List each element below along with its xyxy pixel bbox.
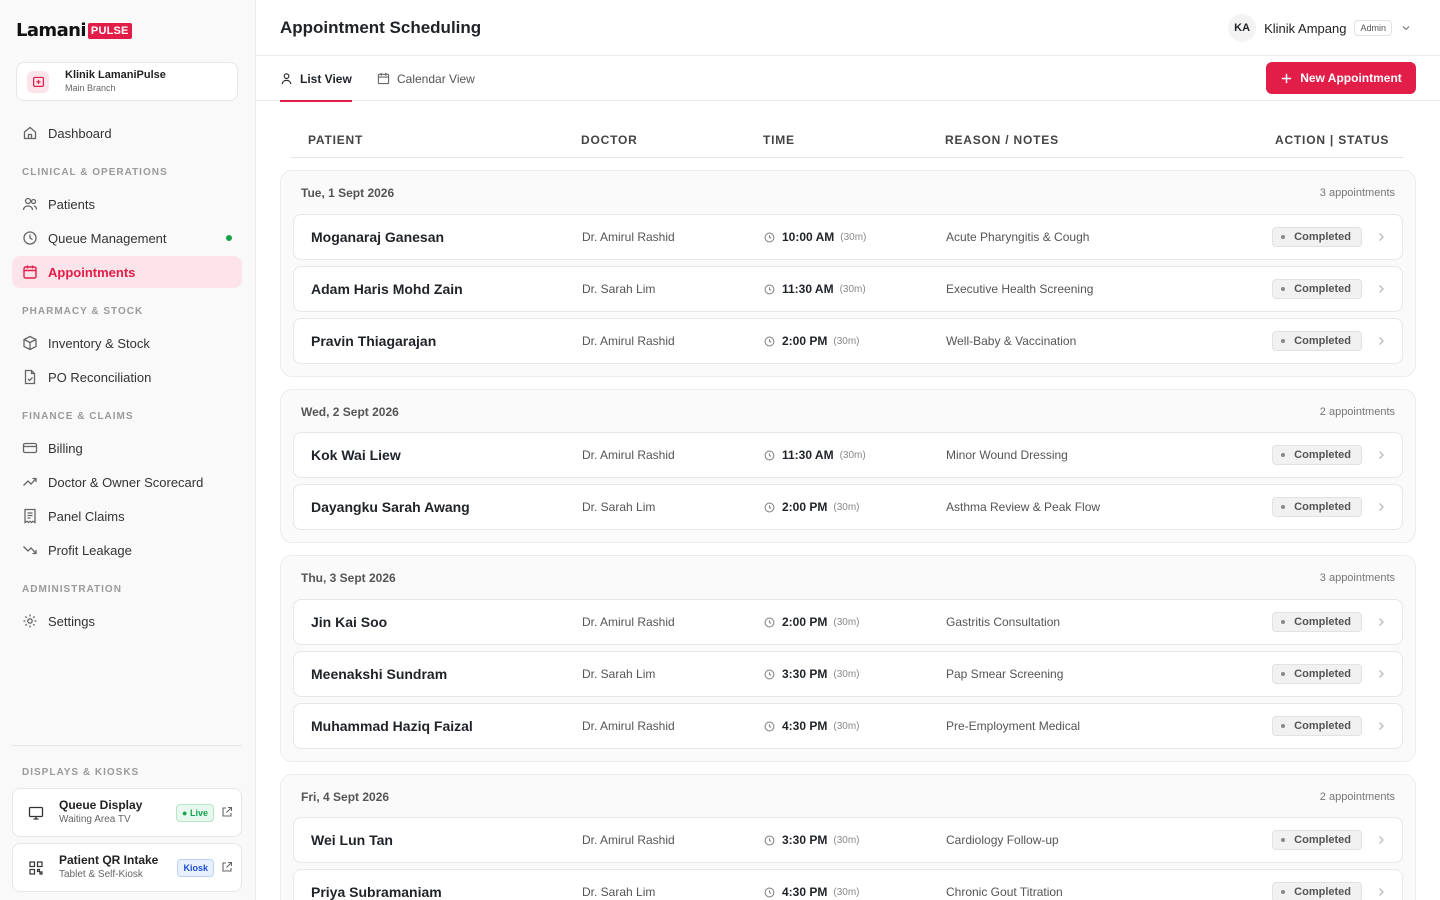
patient-name: Wei Lun Tan (311, 832, 393, 848)
status-badge (1272, 664, 1362, 684)
status-dot (1281, 890, 1285, 894)
tab-list-view[interactable] (280, 56, 352, 101)
sidebar-item-patients[interactable] (12, 188, 242, 220)
new-appointment-label: New Appointment (1300, 71, 1402, 85)
clock-icon (764, 502, 775, 513)
status-label: Completed (1294, 449, 1351, 461)
duration: (30m) (833, 834, 860, 846)
appointment-time (764, 704, 859, 748)
sidebar-item-queue[interactable] (12, 222, 242, 254)
clock-icon (764, 721, 775, 732)
doctor-name: Dr. Sarah Lim (582, 885, 656, 899)
brand-logo[interactable] (16, 20, 132, 41)
brand-name: Lamani (16, 20, 86, 41)
appointment-time (764, 870, 859, 900)
date-group (280, 555, 1416, 762)
clock-icon (764, 336, 775, 347)
sidebar-item-label: Billing (48, 440, 83, 456)
status-label: Completed (1294, 283, 1351, 295)
status-dot (1281, 838, 1285, 842)
header-divider (291, 157, 1404, 158)
table-row[interactable] (293, 599, 1403, 645)
clock-icon (764, 669, 775, 680)
appointment-time (764, 818, 859, 862)
table-row[interactable] (293, 651, 1403, 697)
chevron-right-icon[interactable] (1376, 870, 1386, 900)
reason-notes: Pap Smear Screening (946, 667, 1064, 681)
clinic-switcher[interactable] (16, 62, 238, 101)
reason-notes: Asthma Review & Peak Flow (946, 500, 1101, 514)
duration: (30m) (839, 283, 866, 295)
column-header-patient: PATIENT (308, 133, 364, 147)
reason-notes: Gastritis Consultation (946, 615, 1061, 629)
group-date: Fri, 4 Sept 2026 (301, 790, 390, 804)
status-badge (1272, 830, 1362, 850)
trending-down-icon (22, 542, 38, 558)
status-dot (1281, 339, 1285, 343)
status-badge (1272, 612, 1362, 632)
section-label-clinical: CLINICAL & OPERATIONS (22, 167, 168, 178)
duration: (30m) (833, 616, 860, 628)
time-value: 4:30 PM (782, 719, 828, 733)
section-label-finance: FINANCE & CLAIMS (22, 411, 134, 422)
status-dot (1281, 672, 1285, 676)
doctor-name: Dr. Amirul Rashid (582, 448, 675, 462)
sidebar-item-profit-leakage[interactable] (12, 534, 242, 566)
chevron-right-icon[interactable] (1376, 319, 1386, 363)
status-label: Completed (1294, 720, 1351, 732)
duration: (30m) (839, 449, 866, 461)
group-date: Thu, 3 Sept 2026 (301, 571, 396, 585)
status-label: Completed (1294, 886, 1351, 898)
appointment-time (764, 319, 859, 363)
reason-notes: Acute Pharyngitis & Cough (946, 230, 1090, 244)
qr-code-icon (23, 855, 49, 881)
status-label: Completed (1294, 335, 1351, 347)
duration: (30m) (833, 668, 860, 680)
chevron-right-icon[interactable] (1376, 267, 1386, 311)
duration: (30m) (833, 335, 860, 347)
appointment-time (764, 485, 859, 529)
status-dot (1281, 287, 1285, 291)
appointment-time (764, 215, 866, 259)
sidebar-item-po-reconciliation[interactable] (12, 361, 242, 393)
qr-intake-card[interactable] (12, 843, 242, 892)
time-value: 3:30 PM (782, 833, 828, 847)
status-label: Completed (1294, 616, 1351, 628)
sidebar-item-label: Queue Management (48, 230, 167, 246)
chevron-down-icon (1400, 22, 1412, 34)
home-icon (22, 125, 38, 141)
table-row[interactable] (293, 432, 1403, 478)
status-dot (1281, 724, 1285, 728)
status-badge (1272, 279, 1362, 299)
group-count: 3 appointments (1319, 187, 1395, 199)
status-badge (1272, 716, 1362, 736)
live-badge: ● Live (176, 804, 214, 822)
group-date: Tue, 1 Sept 2026 (301, 186, 395, 200)
status-label: Completed (1294, 834, 1351, 846)
appointment-time (764, 600, 859, 644)
column-header-reason: REASON / NOTES (945, 133, 1059, 147)
status-badge (1272, 882, 1362, 900)
package-icon (22, 335, 38, 351)
user-menu[interactable] (1228, 14, 1412, 42)
status-dot (1281, 453, 1285, 457)
date-group (280, 774, 1416, 900)
column-header-doctor: DOCTOR (581, 133, 638, 147)
status-dot (1281, 235, 1285, 239)
status-badge (1272, 227, 1362, 247)
new-appointment-button[interactable] (1266, 62, 1416, 94)
top-bar (256, 0, 1440, 56)
clock-icon (764, 232, 775, 243)
file-check-icon (22, 369, 38, 385)
clock-icon (764, 835, 775, 846)
clock-icon (22, 230, 38, 246)
reason-notes: Pre-Employment Medical (946, 719, 1081, 733)
gear-icon (22, 613, 38, 629)
sidebar-item-label: Appointments (48, 264, 136, 280)
sidebar-item-label: Panel Claims (48, 508, 125, 524)
queue-display-subtitle: Waiting Area TV (59, 814, 131, 825)
patient-name: Pravin Thiagarajan (311, 333, 437, 349)
sidebar-item-dashboard[interactable] (12, 117, 242, 149)
tab-label: List View (300, 71, 352, 86)
group-count: 2 appointments (1319, 406, 1395, 418)
date-group (280, 389, 1416, 543)
status-label: Completed (1294, 501, 1351, 513)
status-dot (1281, 505, 1285, 509)
table-row[interactable] (293, 214, 1403, 260)
sidebar-item-label: PO Reconciliation (48, 369, 152, 385)
group-count: 3 appointments (1319, 572, 1395, 584)
status-badge (1272, 497, 1362, 517)
patient-name: Dayangku Sarah Awang (311, 499, 470, 515)
sidebar-item-label: Dashboard (48, 125, 112, 141)
sidebar-item-panel-claims[interactable] (12, 500, 242, 532)
table-row[interactable] (293, 318, 1403, 364)
time-value: 2:00 PM (782, 334, 828, 348)
patient-name: Kok Wai Liew (311, 447, 401, 463)
doctor-name: Dr. Sarah Lim (582, 282, 656, 296)
avatar: KA (1228, 14, 1256, 42)
reason-notes: Cardiology Follow-up (946, 833, 1059, 847)
chevron-right-icon[interactable] (1376, 215, 1386, 259)
section-label-displays: DISPLAYS & KIOSKS (22, 767, 140, 778)
chevron-right-icon[interactable] (1376, 818, 1386, 862)
sidebar-item-label: Settings (48, 613, 95, 629)
tab-calendar-view[interactable] (377, 56, 475, 101)
qr-intake-title: Patient QR Intake (59, 853, 159, 867)
chevron-right-icon[interactable] (1376, 485, 1386, 529)
sidebar-divider (12, 745, 242, 746)
status-dot (1281, 620, 1285, 624)
time-value: 10:00 AM (782, 230, 835, 244)
doctor-name: Dr. Amirul Rashid (582, 615, 675, 629)
sidebar-item-label: Inventory & Stock (48, 335, 150, 351)
trending-up-icon (22, 474, 38, 490)
appointment-time (764, 433, 866, 477)
user-icon (280, 72, 293, 85)
doctor-name: Dr. Amirul Rashid (582, 719, 675, 733)
view-tabs (256, 56, 1440, 101)
patient-name: Adam Haris Mohd Zain (311, 281, 463, 297)
table-row[interactable] (293, 484, 1403, 530)
clinic-name: Klinik LamaniPulse (65, 69, 166, 81)
queue-display-card[interactable] (12, 788, 242, 837)
credit-card-icon (22, 440, 38, 456)
live-status-dot (226, 235, 232, 241)
doctor-name: Dr. Sarah Lim (582, 500, 656, 514)
clock-icon (764, 450, 775, 461)
external-link-icon[interactable] (221, 806, 233, 818)
queue-display-title: Queue Display (59, 798, 143, 812)
role-badge: Admin (1354, 20, 1392, 36)
sidebar-item-appointments[interactable] (12, 256, 242, 288)
kiosk-badge: Kiosk (177, 859, 214, 877)
tab-label: Calendar View (397, 71, 475, 86)
time-value: 2:00 PM (782, 500, 828, 514)
column-header-time: TIME (763, 133, 795, 147)
calendar-icon (377, 72, 390, 85)
sidebar-item-billing[interactable] (12, 432, 242, 464)
sidebar-item-label: Doctor & Owner Scorecard (48, 474, 204, 490)
monitor-icon (23, 800, 49, 826)
sidebar (0, 0, 256, 900)
time-value: 11:30 AM (782, 282, 834, 296)
doctor-name: Dr. Sarah Lim (582, 667, 656, 681)
receipt-icon (22, 508, 38, 524)
table-row[interactable] (293, 703, 1403, 749)
calendar-icon (22, 264, 38, 280)
status-badge (1272, 331, 1362, 351)
group-count: 2 appointments (1319, 791, 1395, 803)
table-row[interactable] (293, 817, 1403, 863)
doctor-name: Dr. Amirul Rashid (582, 334, 675, 348)
chevron-right-icon[interactable] (1376, 600, 1386, 644)
clock-icon (764, 617, 775, 628)
column-header-action-status: ACTION | STATUS (1275, 133, 1390, 147)
patient-name: Priya Subramaniam (311, 884, 442, 900)
user-name: Klinik Ampang (1264, 20, 1347, 36)
clock-icon (764, 284, 775, 295)
sidebar-item-label: Profit Leakage (48, 542, 132, 558)
duration: (30m) (840, 231, 867, 243)
reason-notes: Executive Health Screening (946, 282, 1094, 296)
duration: (30m) (833, 720, 860, 732)
time-value: 11:30 AM (782, 448, 834, 462)
users-icon (22, 196, 38, 212)
appointment-time (764, 267, 866, 311)
brand-badge: PULSE (88, 23, 132, 39)
reason-notes: Chronic Gout Titration (946, 885, 1063, 899)
status-label: Completed (1294, 668, 1351, 680)
appointment-time (764, 652, 859, 696)
time-value: 4:30 PM (782, 885, 828, 899)
doctor-name: Dr. Amirul Rashid (582, 230, 675, 244)
doctor-name: Dr. Amirul Rashid (582, 833, 675, 847)
external-link-icon[interactable] (221, 861, 233, 873)
status-label: Completed (1294, 231, 1351, 243)
table-row[interactable] (293, 869, 1403, 900)
status-badge (1272, 445, 1362, 465)
clock-icon (764, 887, 775, 898)
patient-name: Jin Kai Soo (311, 614, 388, 630)
table-row[interactable] (293, 266, 1403, 312)
section-label-admin: ADMINISTRATION (22, 584, 122, 595)
sidebar-item-label: Patients (48, 196, 95, 212)
live-badge-label: Live (189, 808, 208, 818)
time-value: 2:00 PM (782, 615, 828, 629)
chevron-right-icon[interactable] (1376, 704, 1386, 748)
page-title: Appointment Scheduling (280, 18, 482, 37)
reason-notes: Well-Baby & Vaccination (946, 334, 1077, 348)
clinic-icon (27, 71, 49, 93)
patient-name: Meenakshi Sundram (311, 666, 448, 682)
chevron-right-icon[interactable] (1376, 433, 1386, 477)
plus-icon (1280, 72, 1293, 85)
patient-name: Moganaraj Ganesan (311, 229, 445, 245)
qr-intake-subtitle: Tablet & Self-Kiosk (59, 869, 143, 880)
section-label-pharmacy: PHARMACY & STOCK (22, 306, 144, 317)
group-date: Wed, 2 Sept 2026 (301, 405, 399, 419)
sidebar-item-scorecard[interactable] (12, 466, 242, 498)
reason-notes: Minor Wound Dressing (946, 448, 1068, 462)
duration: (30m) (833, 501, 860, 513)
sidebar-item-settings[interactable] (12, 605, 242, 637)
duration: (30m) (833, 886, 860, 898)
chevron-right-icon[interactable] (1376, 652, 1386, 696)
time-value: 3:30 PM (782, 667, 828, 681)
clinic-branch: Main Branch (65, 83, 116, 93)
sidebar-item-inventory[interactable] (12, 327, 242, 359)
patient-name: Muhammad Haziq Faizal (311, 718, 473, 734)
date-group (280, 170, 1416, 377)
